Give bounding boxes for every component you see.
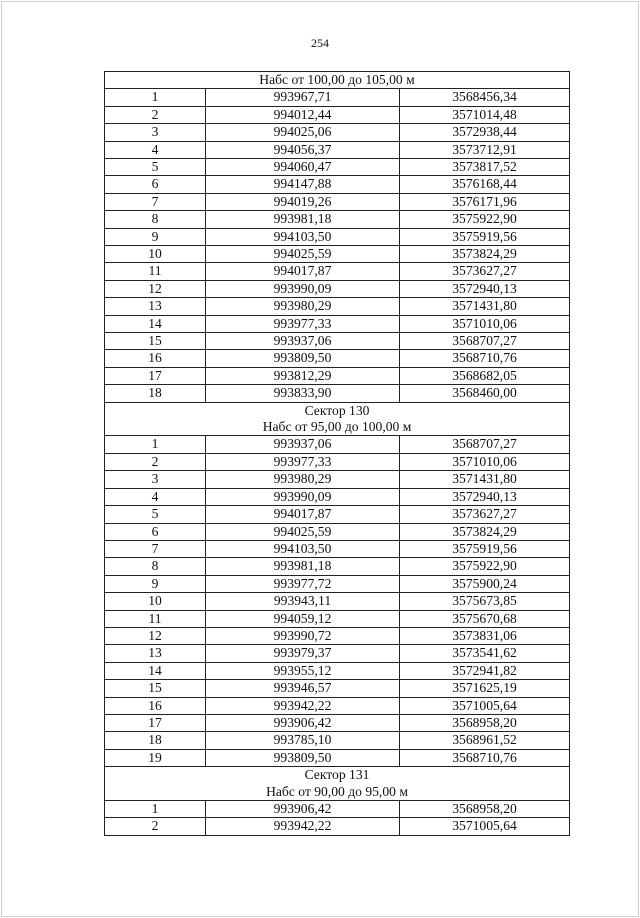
point-number: 17	[105, 714, 206, 731]
point-number: 5	[105, 159, 206, 176]
table-row	[105, 800, 570, 817]
y-coordinate: 3568710,76	[400, 749, 570, 766]
sector-title: Сектор 131	[304, 767, 370, 783]
y-coordinate: 3571005,64	[400, 818, 570, 835]
table-row	[105, 453, 570, 470]
table-row	[105, 211, 570, 228]
table-row	[105, 471, 570, 488]
x-coordinate: 993809,50	[206, 749, 400, 766]
table-row	[105, 228, 570, 245]
x-coordinate: 993977,33	[206, 315, 400, 332]
x-coordinate: 993977,72	[206, 575, 400, 592]
section-header-row	[105, 72, 570, 89]
y-coordinate: 3573541,62	[400, 645, 570, 662]
x-coordinate: 993946,57	[206, 680, 400, 697]
point-number: 18	[105, 385, 206, 402]
point-number: 8	[105, 211, 206, 228]
height-range: Набс от 100,00 до 105,00 м	[259, 72, 415, 87]
x-coordinate: 993967,71	[206, 89, 400, 106]
point-number: 18	[105, 732, 206, 749]
y-coordinate: 3573831,06	[400, 627, 570, 644]
sector-title: Сектор 130	[304, 402, 370, 418]
x-coordinate: 993937,06	[206, 436, 400, 453]
table-row	[105, 749, 570, 766]
y-coordinate: 3571010,06	[400, 315, 570, 332]
section-header	[105, 402, 570, 436]
x-coordinate: 994025,59	[206, 523, 400, 540]
table-row	[105, 89, 570, 106]
y-coordinate: 3568710,76	[400, 350, 570, 367]
point-number: 15	[105, 333, 206, 350]
y-coordinate: 3568707,27	[400, 333, 570, 350]
x-coordinate: 994060,47	[206, 159, 400, 176]
y-coordinate: 3568707,27	[400, 436, 570, 453]
y-coordinate: 3575919,56	[400, 228, 570, 245]
section-header-row	[105, 767, 570, 801]
height-range: Набс от 90,00 до 95,00 м	[266, 783, 408, 799]
table-row	[105, 610, 570, 627]
x-coordinate: 994025,59	[206, 246, 400, 263]
point-number: 14	[105, 315, 206, 332]
x-coordinate: 994056,37	[206, 141, 400, 158]
table-row	[105, 575, 570, 592]
table-row	[105, 176, 570, 193]
y-coordinate: 3571010,06	[400, 453, 570, 470]
point-number: 16	[105, 350, 206, 367]
coordinates-table-body	[105, 72, 570, 836]
y-coordinate: 3575670,68	[400, 610, 570, 627]
y-coordinate: 3571431,80	[400, 298, 570, 315]
y-coordinate: 3573712,91	[400, 141, 570, 158]
y-coordinate: 3571625,19	[400, 680, 570, 697]
point-number: 8	[105, 558, 206, 575]
x-coordinate: 993990,09	[206, 280, 400, 297]
point-number: 10	[105, 246, 206, 263]
point-number: 11	[105, 610, 206, 627]
point-number: 12	[105, 280, 206, 297]
x-coordinate: 994025,06	[206, 124, 400, 141]
y-coordinate: 3576168,44	[400, 176, 570, 193]
x-coordinate: 994019,26	[206, 193, 400, 210]
y-coordinate: 3568682,05	[400, 367, 570, 384]
table-row	[105, 627, 570, 644]
point-number: 12	[105, 627, 206, 644]
x-coordinate: 993990,09	[206, 488, 400, 505]
y-coordinate: 3572940,13	[400, 280, 570, 297]
point-number: 7	[105, 540, 206, 557]
table-row	[105, 193, 570, 210]
table-row	[105, 298, 570, 315]
x-coordinate: 993943,11	[206, 593, 400, 610]
y-coordinate: 3573824,29	[400, 523, 570, 540]
x-coordinate: 994017,87	[206, 506, 400, 523]
y-coordinate: 3571014,48	[400, 106, 570, 123]
point-number: 16	[105, 697, 206, 714]
point-number: 2	[105, 453, 206, 470]
y-coordinate: 3568961,52	[400, 732, 570, 749]
point-number: 2	[105, 818, 206, 835]
table-row	[105, 818, 570, 835]
y-coordinate: 3568460,00	[400, 385, 570, 402]
x-coordinate: 993981,18	[206, 558, 400, 575]
y-coordinate: 3571431,80	[400, 471, 570, 488]
table-row	[105, 106, 570, 123]
height-range: Набс от 95,00 до 100,00 м	[262, 419, 412, 435]
table-row	[105, 540, 570, 557]
x-coordinate: 993785,10	[206, 732, 400, 749]
y-coordinate: 3568456,34	[400, 89, 570, 106]
x-coordinate: 993906,42	[206, 714, 400, 731]
table-row	[105, 246, 570, 263]
table-row	[105, 714, 570, 731]
table-row	[105, 124, 570, 141]
coordinates-table	[104, 71, 570, 836]
x-coordinate: 993906,42	[206, 800, 400, 817]
table-row	[105, 350, 570, 367]
x-coordinate: 993981,18	[206, 211, 400, 228]
x-coordinate: 993833,90	[206, 385, 400, 402]
y-coordinate: 3575900,24	[400, 575, 570, 592]
y-coordinate: 3573627,27	[400, 506, 570, 523]
point-number: 2	[105, 106, 206, 123]
point-number: 1	[105, 800, 206, 817]
point-number: 9	[105, 228, 206, 245]
point-number: 4	[105, 488, 206, 505]
x-coordinate: 993990,72	[206, 627, 400, 644]
section-header-row	[105, 402, 570, 436]
table-row	[105, 385, 570, 402]
table-row	[105, 141, 570, 158]
y-coordinate: 3571005,64	[400, 697, 570, 714]
table-row	[105, 680, 570, 697]
table-row	[105, 506, 570, 523]
x-coordinate: 993980,29	[206, 298, 400, 315]
x-coordinate: 994103,50	[206, 540, 400, 557]
table-row	[105, 488, 570, 505]
y-coordinate: 3576171,96	[400, 193, 570, 210]
point-number: 19	[105, 749, 206, 766]
table-row	[105, 367, 570, 384]
y-coordinate: 3568958,20	[400, 714, 570, 731]
table-row	[105, 732, 570, 749]
point-number: 5	[105, 506, 206, 523]
point-number: 6	[105, 523, 206, 540]
x-coordinate: 993937,06	[206, 333, 400, 350]
x-coordinate: 993979,37	[206, 645, 400, 662]
y-coordinate: 3573627,27	[400, 263, 570, 280]
x-coordinate: 993980,29	[206, 471, 400, 488]
table-row	[105, 645, 570, 662]
y-coordinate: 3575673,85	[400, 593, 570, 610]
point-number: 3	[105, 471, 206, 488]
table-row	[105, 662, 570, 679]
point-number: 3	[105, 124, 206, 141]
point-number: 4	[105, 141, 206, 158]
table-row	[105, 523, 570, 540]
point-number: 7	[105, 193, 206, 210]
point-number: 1	[105, 436, 206, 453]
table-row	[105, 159, 570, 176]
x-coordinate: 993809,50	[206, 350, 400, 367]
point-number: 9	[105, 575, 206, 592]
x-coordinate: 994017,87	[206, 263, 400, 280]
y-coordinate: 3572938,44	[400, 124, 570, 141]
table-row	[105, 263, 570, 280]
x-coordinate: 993977,33	[206, 453, 400, 470]
y-coordinate: 3572941,82	[400, 662, 570, 679]
table-row	[105, 315, 570, 332]
table-row	[105, 593, 570, 610]
table-row	[105, 280, 570, 297]
point-number: 1	[105, 89, 206, 106]
point-number: 15	[105, 680, 206, 697]
table-row	[105, 333, 570, 350]
y-coordinate: 3568958,20	[400, 800, 570, 817]
x-coordinate: 994012,44	[206, 106, 400, 123]
y-coordinate: 3575922,90	[400, 211, 570, 228]
x-coordinate: 994103,50	[206, 228, 400, 245]
x-coordinate: 993942,22	[206, 818, 400, 835]
x-coordinate: 994059,12	[206, 610, 400, 627]
table-row	[105, 697, 570, 714]
y-coordinate: 3575922,90	[400, 558, 570, 575]
section-header	[105, 72, 570, 89]
y-coordinate: 3572940,13	[400, 488, 570, 505]
x-coordinate: 993942,22	[206, 697, 400, 714]
table-row	[105, 558, 570, 575]
section-header	[105, 767, 570, 801]
y-coordinate: 3573824,29	[400, 246, 570, 263]
point-number: 14	[105, 662, 206, 679]
table-row	[105, 436, 570, 453]
point-number: 11	[105, 263, 206, 280]
point-number: 6	[105, 176, 206, 193]
x-coordinate: 993812,29	[206, 367, 400, 384]
x-coordinate: 994147,88	[206, 176, 400, 193]
x-coordinate: 993955,12	[206, 662, 400, 679]
point-number: 13	[105, 298, 206, 315]
point-number: 13	[105, 645, 206, 662]
page-number: 254	[311, 36, 329, 50]
y-coordinate: 3573817,52	[400, 159, 570, 176]
point-number: 10	[105, 593, 206, 610]
y-coordinate: 3575919,56	[400, 540, 570, 557]
point-number: 17	[105, 367, 206, 384]
